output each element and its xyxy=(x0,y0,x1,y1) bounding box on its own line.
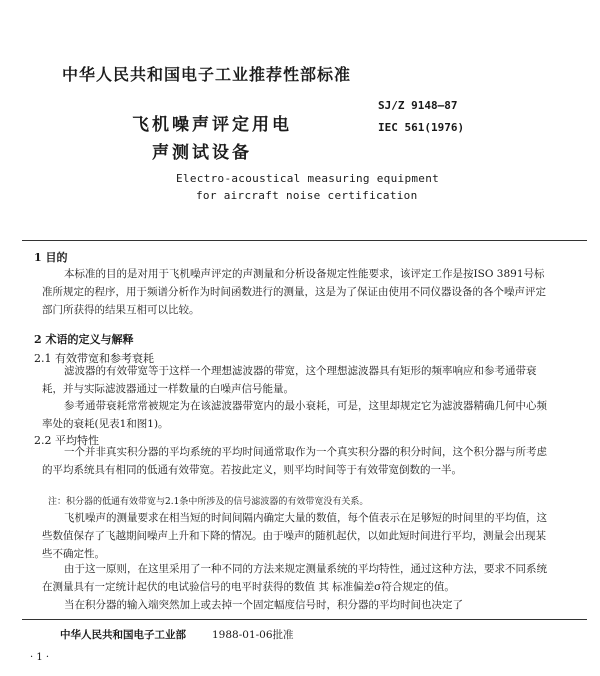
section-2-1-paragraph-2: 参考通带衰耗常常被规定为在该滤波器带宽内的最小衰耗，可是，这里却规定它为滤波器精确几何中心频率处的衰耗(见表1和图1)。 xyxy=(42,400,547,430)
standard-number: SJ/Z 9148—87 xyxy=(378,99,458,112)
header-divider xyxy=(22,240,587,241)
section-2-2-paragraph-4: 当在积分器的输入端突然加上或去掉一个固定幅度信号时，积分器的平均时间也决定了 xyxy=(64,599,463,611)
page-number: · 1 · xyxy=(30,652,50,663)
section-1-heading: 1 目的 xyxy=(34,251,68,264)
section-2-1-heading: 2.1 有效带宽和参考衰耗 xyxy=(34,352,154,365)
section-1-paragraph: 本标准的目的是对用于飞机噪声评定的声测量和分析设备规定性能要求，该评定工作是按ISO 3891号标准所规定的程序，用于频谱分析作为时间函数进行的测量，这是为了保证由使用不同仪器设备的各个噪声评定部门所获得的结果互相可以比较。 xyxy=(42,268,546,316)
title-line-1: 飞机噪声评定用电 xyxy=(132,115,292,135)
issuing-ministry: 中华人民共和国电子工业部 xyxy=(60,629,186,641)
section-2-2-paragraph-2: 飞机噪声的测量要求在相当短的时间间隔内确定大量的数值，每个值表示在足够短的时间里的平均值，这些数值保存了飞越期间噪声上升和下降的情况。由于噪声的随机起伏，以如此短时间进行平均，测量会出现某些不确定性。 xyxy=(42,512,547,560)
standard-organization: 中华人民共和国电子工业推荐性部标准 xyxy=(62,65,352,84)
section-2-2-paragraph-1: 一个并非真实积分器的平均系统的平均时间通常取作为一个真实积分器的积分时间，这个积分器与所考虑的平均系统具有相同的低通有效带宽。若按此定义，则平均时间等于有效带宽倒数的一半。 xyxy=(42,446,547,476)
section-2-2-paragraph-3: 由于这一原则，在这里采用了一种不同的方法来规定测量系统的平均特性，通过这种方法，要求不同系统在测量具有一定统计起伏的电试验信号的电平时获得的数值 其 标准偏差σ符合规定的值。 xyxy=(42,563,547,593)
section-2-2-heading: 2.2 平均特性 xyxy=(34,434,99,447)
title-line-2: 声测试设备 xyxy=(152,143,252,163)
footer-divider xyxy=(22,619,587,620)
section-2-1-paragraph-1: 滤波器的有效带宽等于这样一个理想滤波器的带宽，这个理想滤波器具有矩形的频率响应和参考通带衰耗，并与实际滤波器通过一样数量的白噪声信号能量。 xyxy=(42,365,537,395)
section-2-2-note: 注：积分器的低通有效带宽与2.1条中所涉及的信号滤波器的有效带宽没有关系。 xyxy=(48,497,369,507)
english-title-line-1: Electro-acoustical measuring equipment xyxy=(176,172,440,185)
section-2-heading: 2 术语的定义与解释 xyxy=(34,333,134,346)
approval-date: 1988-01-06批准 xyxy=(212,629,294,641)
iec-number: IEC 561(1976) xyxy=(378,121,465,134)
english-title-line-2: for aircraft noise certification xyxy=(196,189,418,202)
